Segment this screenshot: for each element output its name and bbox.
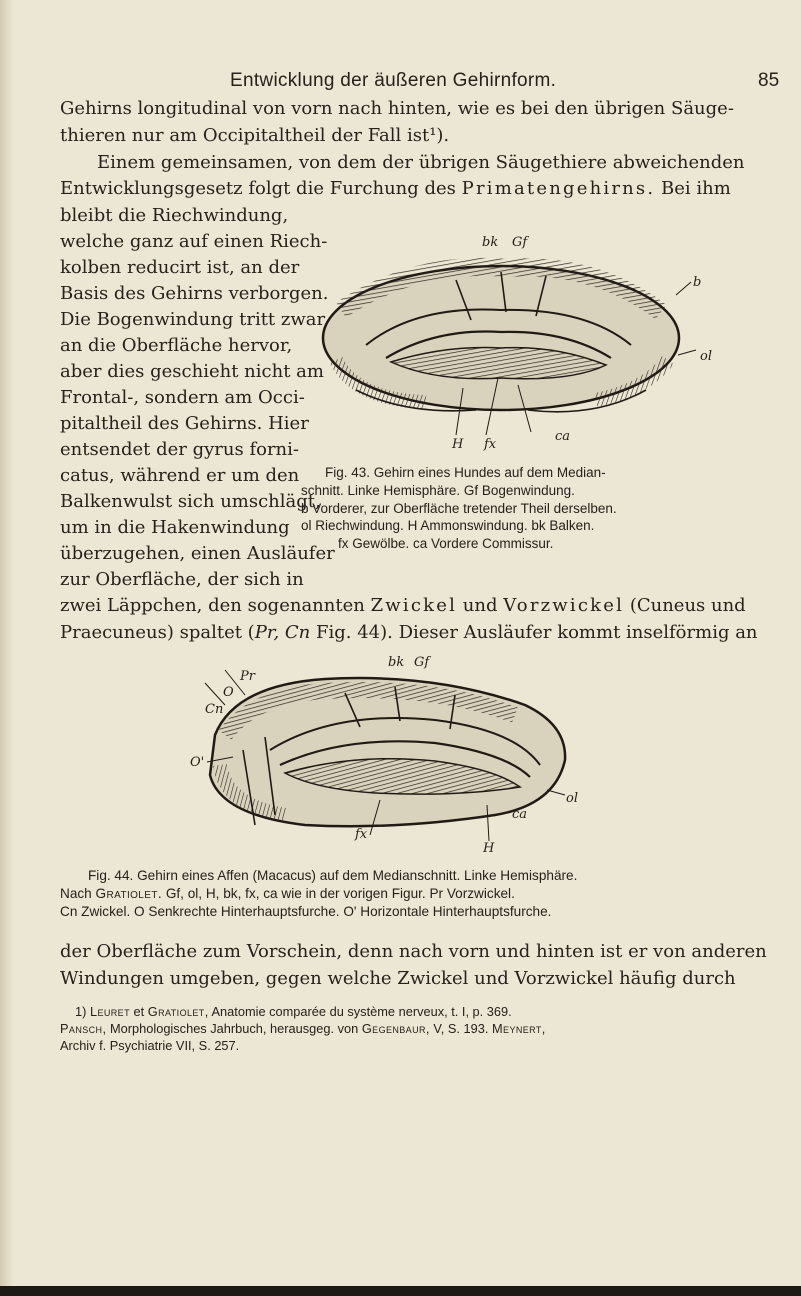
wrap-line: Basis des Gehirns verborgen. <box>60 283 329 304</box>
emphasized-term: Primatengehirns. <box>461 178 656 199</box>
wrap-line: entsendet der gyrus forni- <box>60 439 299 460</box>
fig43-label-gf: Gf <box>512 235 528 250</box>
page-number: 85 <box>758 70 780 91</box>
fig44-label-fx: fx <box>355 827 368 842</box>
fig44-label-o-prime: O' <box>190 755 205 770</box>
wrap-line: pitaltheil des Gehirns. Hier <box>60 413 309 434</box>
emphasized-term: Vorzwickel <box>503 595 625 616</box>
author-name: Meynert, <box>492 1021 546 1036</box>
fig43-label-fx: fx <box>484 437 497 452</box>
body-text: (Cuneus und <box>629 595 746 616</box>
fig44-label-cn: Cn <box>205 702 224 717</box>
wrap-line: an die Oberfläche hervor, <box>60 335 293 356</box>
author-name: Leuret <box>89 1004 130 1019</box>
wrap-line: bleibt die Riechwindung, <box>60 205 289 226</box>
body-line: thieren nur am Occipitaltheil der Fall ist¹). <box>60 125 450 146</box>
body-line: Gehirns longitudinal von vorn nach hinten, wie es bei den übrigen Säuge- <box>60 98 734 119</box>
fig43-caption-line: Fig. 43. Gehirn eines Hundes auf dem Median- <box>325 465 606 480</box>
author-name: Gratiolet. <box>95 886 163 901</box>
author-name: Gratiolet, <box>147 1004 209 1019</box>
body-text: Fig. 44). Dieser Ausläufer kommt inselförmig an <box>316 622 758 643</box>
fig44-label-pr: Pr <box>240 669 255 684</box>
wrap-line: um in die Hakenwindung <box>60 517 290 538</box>
figure-reference: Pr, Cn <box>254 622 311 643</box>
body-line: der Oberfläche zum Vorschein, denn nach vorn und hinten ist er von anderen <box>60 941 767 962</box>
wrap-line: aber dies geschieht nicht am <box>60 361 324 382</box>
fig44-caption-line: Fig. 44. Gehirn eines Affen (Macacus) auf dem Medianschnitt. Linke Hemisphäre. <box>88 868 578 883</box>
fig43-label-ol: ol <box>700 349 712 364</box>
body-line: Windungen umgeben, gegen welche Zwickel und Vorzwickel häufig durch <box>60 968 736 989</box>
fig44-label-o: O <box>223 685 234 700</box>
body-line <box>60 593 746 619</box>
fig44-label-bk: bk <box>388 655 405 670</box>
author-name: Pansch, <box>60 1021 107 1036</box>
wrap-line: Balkenwulst sich umschlägt, <box>60 491 321 512</box>
fig44-label-h: H <box>483 841 495 856</box>
body-line <box>60 620 758 646</box>
footnote-line: Archiv f. Psychiatrie VII, S. 257. <box>60 1038 240 1053</box>
fig43-label-b: b <box>693 275 702 290</box>
fig43-caption-line: fx Gewölbe. ca Vordere Commissur. <box>338 536 554 551</box>
fig44-caption-line <box>60 885 515 903</box>
author-name: Gegenbaur, <box>361 1021 430 1036</box>
fig44-label-ol: ol <box>566 791 578 806</box>
wrap-line: überzugehen, einen Ausläufer <box>60 543 335 564</box>
caption-text: Gf, ol, H, bk, fx, ca wie in der vorigen Figur. Pr Vorzwickel. <box>165 886 515 901</box>
figure-43-dog-brain-illustration <box>296 250 716 455</box>
body-line <box>60 176 731 202</box>
fig43-caption-line: b Vorderer, zur Oberfläche tretender Theil derselben. <box>301 501 617 516</box>
running-title: Entwicklung der äußeren Gehirnform. <box>230 70 557 91</box>
fig43-label-bk: bk <box>482 235 499 250</box>
fig43-label-ca: ca <box>555 429 571 444</box>
caption-text: Nach <box>60 886 92 901</box>
wrap-line: Die Bogenwindung tritt zwar <box>60 309 326 330</box>
body-text: Praecuneus) spaltet ( <box>60 622 255 643</box>
footnote-line: Pansch, Morphologisches Jahrbuch, herausgeg. von Gegenbaur, V, S. 193. Meynert, <box>60 1021 546 1036</box>
fig44-caption-line: Cn Zwickel. O Senkrechte Hinterhauptsfurche. O' Horizontale Hinterhauptsfurche. <box>60 904 552 919</box>
emphasized-term: Zwickel <box>370 595 458 616</box>
wrap-line: kolben reducirt ist, an der <box>60 257 300 278</box>
page-edge-shadow <box>0 0 14 1296</box>
fig43-caption-line: ol Riechwindung. H Ammonswindung. bk Balken. <box>301 518 595 533</box>
wrap-line: zur Oberfläche, der sich in <box>60 569 304 590</box>
footnote-line: 1) Leuret et Gratiolet, Anatomie comparée du système nerveux, t. I, p. 369. <box>75 1004 512 1019</box>
wrap-line: Frontal-, sondern am Occi- <box>60 387 305 408</box>
body-text: Entwicklungsgesetz folgt die Furchung des <box>60 178 456 199</box>
wrap-line: welche ganz auf einen Riech- <box>60 231 328 252</box>
fig43-label-h: H <box>452 437 464 452</box>
body-text: zwei Läppchen, den sogenannten <box>60 595 365 616</box>
wrap-line: catus, während er um den <box>60 465 300 486</box>
fig44-label-gf: Gf <box>414 655 430 670</box>
scan-bottom-edge <box>0 1286 801 1296</box>
fig44-label-ca: ca <box>512 807 528 822</box>
fig43-caption-line: schnitt. Linke Hemisphäre. Gf Bogenwindung. <box>301 483 575 498</box>
body-text: und <box>462 595 498 616</box>
body-line: Einem gemeinsamen, von dem der übrigen Säugethiere abweichenden <box>97 152 745 173</box>
body-text: Bei ihm <box>661 178 731 199</box>
